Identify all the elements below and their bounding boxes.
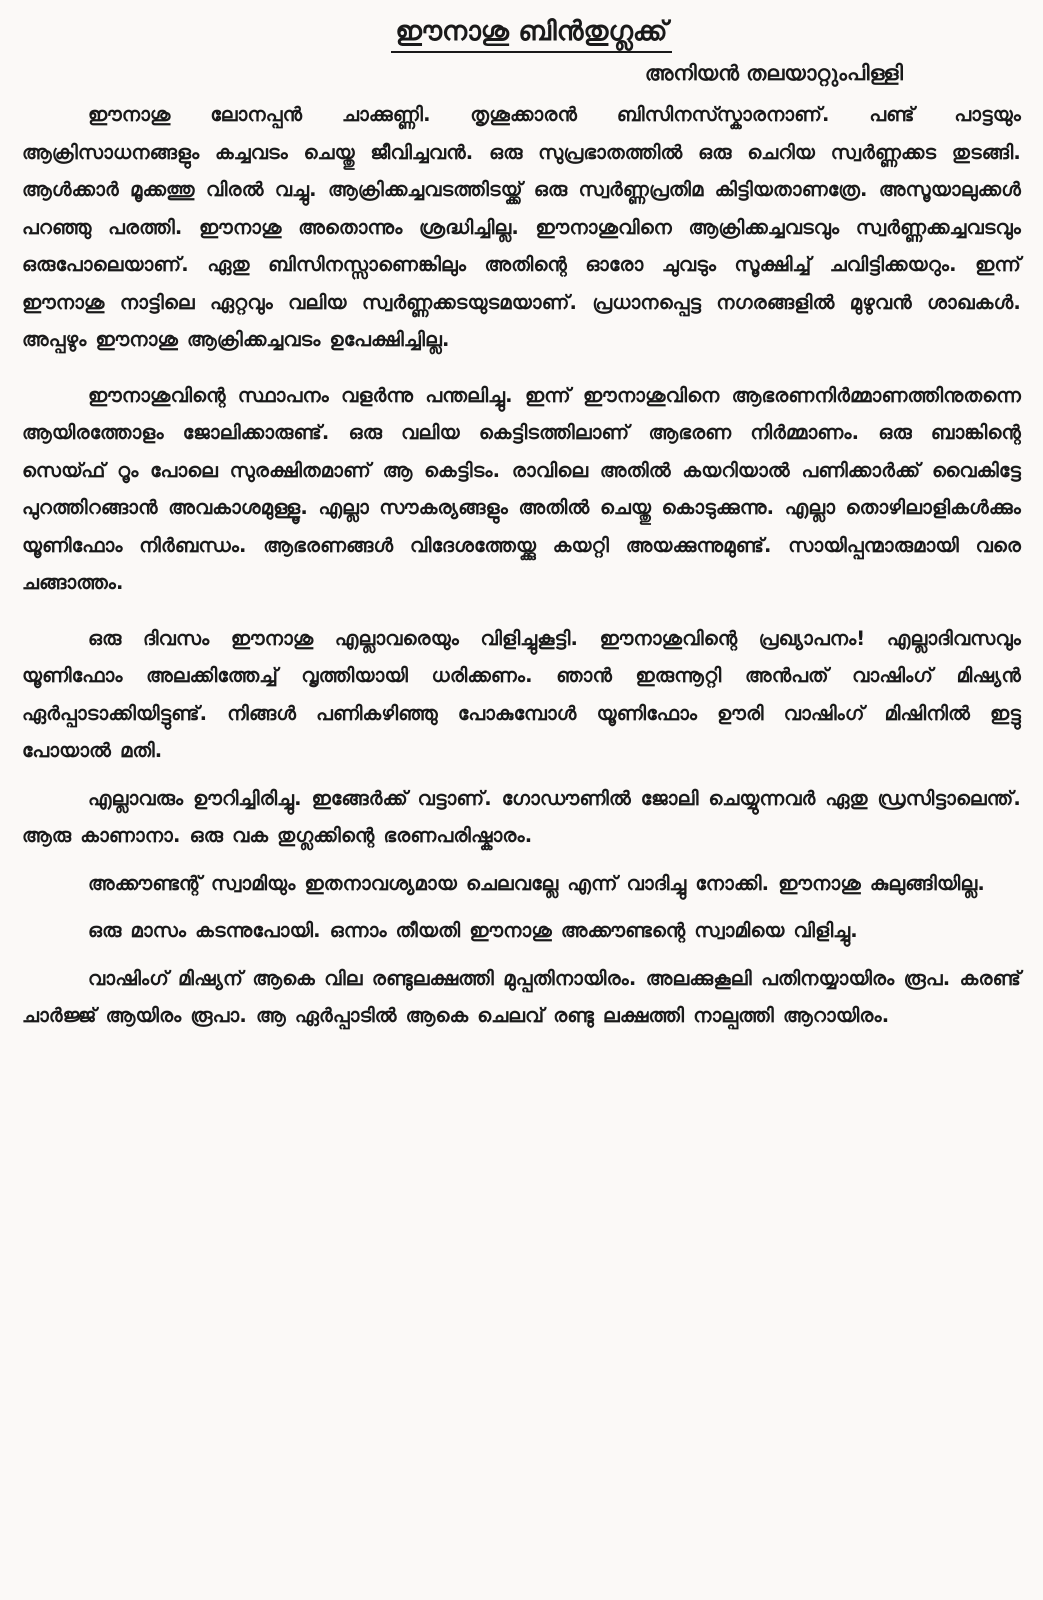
paragraph-7: വാഷിംഗ് മിഷ്യന് ആകെ വില രണ്ടുലക്ഷത്തി മുപ്പതിനായിരം. അലക്കുകൂലി പതിനയ്യായിരം രൂപ. കരണ്ട് ചാർജ്ജ് ആയിരം രൂപാ. ആ ഏർപ്പാടിൽ ആകെ ചെലവ് രണ്ടു ലക്ഷത്തി നാല്പത്തി ആറായിരം. [22, 966, 1021, 1027]
paragraph-5: അക്കൗണ്ടന്റ് സ്വാമിയും ഇതനാവശ്യമായ ചെലവല്ലേ എന്ന് വാദിച്ചു നോക്കി. ഈനാശു കുലുങ്ങിയില്ല. [88, 871, 985, 895]
paragraph-4: എല്ലാവരും ഊറിച്ചിരിച്ചു. ഇങ്ങേർക്ക് വട്ടാണ്. ഗോഡൗണിൽ ജോലി ചെയ്യുന്നവർ ഏതു ഡ്രസിട്ടാലെന്ത്. ആരു കാണാനാ. ഒരു വക തുഗ്ലക്കിന്റെ ഭരണപരിഷ്കാരം. [22, 786, 1021, 847]
page-title: ഈനാശു ബിൻതുഗ്ലക്ക് [391, 14, 671, 53]
paragraph-6: ഒരു മാസം കടന്നുപോയി. ഒന്നാം തീയതി ഈനാശു അക്കൗണ്ടന്റെ സ്വാമിയെ വിളിച്ചു. [88, 919, 858, 942]
paragraph-3: ഒരു ദിവസം ഈനാശു എല്ലാവരെയും വിളിച്ചുകൂട്ടി. ഈനാശുവിന്റെ പ്രഖ്യാപനം! എല്ലാദിവസവും യൂണിഫോം അലക്കിത്തേച്ച് വൃത്തിയായി ധരിക്കണം. ഞാൻ ഇരുന്നൂറ്റി അൻപത് വാഷിംഗ് മിഷ്യൻ ഏർപ്പാടാക്കിയിട്ടുണ്ട്. നിങ്ങൾ പണികഴിഞ്ഞു പോകുമ്പോൾ യൂണിഫോം ഊരി വാഷിംഗ് മിഷിനിൽ ഇട്ടു പോയാൽ മതി. [22, 626, 1021, 762]
paragraph-1: ഈനാശു ലോനപ്പൻ ചാക്കുണ്ണി. തൃശൂക്കാരൻ ബിസിനസ്സ്കാരനാണ്. പണ്ട് പാട്ടയും ആക്രിസാധനങ്ങളും കച്ചവടം ചെയ്തു ജീവിച്ചവൻ. ഒരു സുപ്രഭാതത്തിൽ ഒരു ചെറിയ സ്വർണ്ണക്കട തുടങ്ങി. ആൾക്കാർ മൂക്കത്തു വിരൽ വച്ചു. ആക്രിക്കച്ചവടത്തിടയ്ക്ക് ഒരു സ്വർണ്ണപ്രതിമ കിട്ടിയതാണത്രേ. അസൂയാലുക്കൾ പറഞ്ഞു പരത്തി. ഈനാശു അതൊന്നും ശ്രദ്ധിച്ചില്ല. ഈനാശുവിനെ ആക്രിക്കച്ചവടവും സ്വർണ്ണക്കച്ചവടവും ഒരുപോലെയാണ്. ഏതു ബിസിനസ്സാണെങ്കിലും അതിന്റെ ഓരോ ചുവടും സൂക്ഷിച്ച് ചവിട്ടിക്കയറും. ഇന്ന് ഈനാശു നാട്ടിലെ ഏറ്റവും വലിയ സ്വർണ്ണക്കടയുടമയാണ്. പ്രധാനപ്പെട്ട നഗരങ്ങളിൽ മുഴുവൻ ശാഖകൾ. അപ്പഴും ഈനാശു ആക്രിക്കച്ചവടം ഉപേക്ഷിച്ചില്ല. [22, 103, 1021, 351]
author-name: അനിയൻ തലയാറ്റുംപിള്ളി [644, 61, 903, 85]
paragraph-2: ഈനാശുവിന്റെ സ്ഥാപനം വളർന്നു പന്തലിച്ചു. ഇന്ന് ഈനാശുവിനെ ആഭരണനിർമ്മാണത്തിനുതന്നെ ആയിരത്തോളം ജോലിക്കാരുണ്ട്. ഒരു വലിയ കെട്ടിടത്തിലാണ് ആഭരണ നിർമ്മാണം. ഒരു ബാങ്കിന്റെ സെയ്ഫ് റൂം പോലെ സുരക്ഷിതമാണ് ആ കെട്ടിടം. രാവിലെ അതിൽ കയറിയാൽ പണിക്കാർക്ക് വൈകിട്ടേ പുറത്തിറങ്ങാൻ അവകാശമുള്ളൂ. എല്ലാ സൗകര്യങ്ങളും അതിൽ ചെയ്തു കൊടുക്കുന്നു. എല്ലാ തൊഴിലാളികൾക്കും യൂണിഫോം നിർബന്ധം. ആഭരണങ്ങൾ വിദേശത്തേയ്ക്കു കയറ്റി അയക്കുന്നുമുണ്ട്. സായിപ്പന്മാരുമായി വരെ ചങ്ങാത്തം. [22, 383, 1021, 594]
title-wrap [22, 14, 1021, 58]
